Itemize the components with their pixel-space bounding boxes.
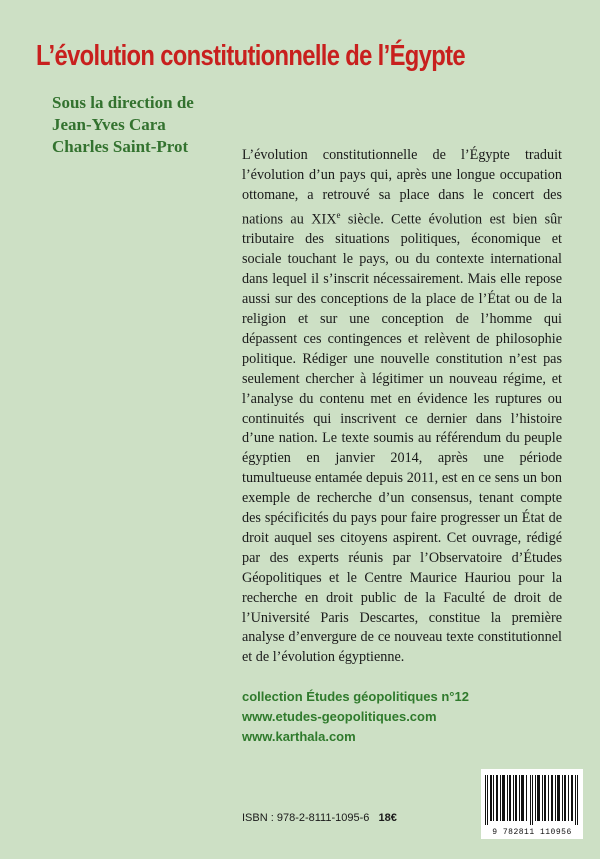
price-text: 18€: [378, 812, 397, 824]
summary-text-part1: L’évolution constitutionnelle de l’Égypte traduit l’évolution d’un pays qui, après une longue occupation ottomane, a retrouvé sa place dans le concert des nations au XIX: [242, 147, 562, 228]
website-link[interactable]: www.karthala.com: [242, 729, 356, 744]
barcode: [481, 769, 583, 839]
publisher-info: [242, 687, 469, 747]
barcode-bars-icon: [485, 775, 579, 825]
summary-text-part2: siècle. Cette évolution est bien sûr tributaire des situations politiques, économique et sociale touchant le pays, ou du contexte international dans lequel il s’inscrit nécessairement. Mais elle repose aussi sur des conceptions de la place de l’État ou de la religion et sur une conception de l’homme qui dépassent ces contingences et relèvent de philosophie politique. Rédiger une nouvelle constitution n’est pas seulement chercher à légitimer un nouveau régime, et l’analyse du contenu met en évidence les ruptures ou continuités qui inscrivent ce dernier dans l’histoire d’une nation. Le texte soumis au référendum du peuple égyptien en janvier 2014, après une période tumultueuse entamée depuis 2011, est en ce sens un bon exemple de recherche d’un consensus, tenant compte des spécificités du pays pour faire progresser un État de droit auquel ses citoyens aspirent. Cet ouvrage, rédigé par des experts réunis par l’Observatoire d’Études Géopolitiques et le Centre Maurice Hauriou pour la recherche en droit public de la Faculté de droit de l’Université Paris Descartes, constitue la première analyse d’envergure de ce nouveau texte constitutionnel et de l’évolution égyptienne.: [242, 211, 562, 666]
summary-superscript: e: [336, 209, 341, 220]
editorial-direction: [52, 92, 194, 158]
barcode-number: 9 782811 110956: [492, 828, 572, 837]
website-link[interactable]: www.etudes-geopolitiques.com: [242, 709, 437, 724]
summary-paragraph: [242, 146, 562, 668]
isbn-price-line: [242, 812, 397, 824]
editor-name: Charles Saint-Prot: [52, 137, 189, 156]
editor-name: Jean-Yves Cara: [52, 115, 166, 134]
isbn-text: ISBN : 978-2-8111-1095-6: [242, 812, 370, 824]
direction-intro: Sous la direction de: [52, 93, 194, 112]
book-title: L’évolution constitutionnelle de l’Égypte: [36, 40, 465, 72]
collection-label: collection Études géopolitiques n°12: [242, 689, 469, 704]
